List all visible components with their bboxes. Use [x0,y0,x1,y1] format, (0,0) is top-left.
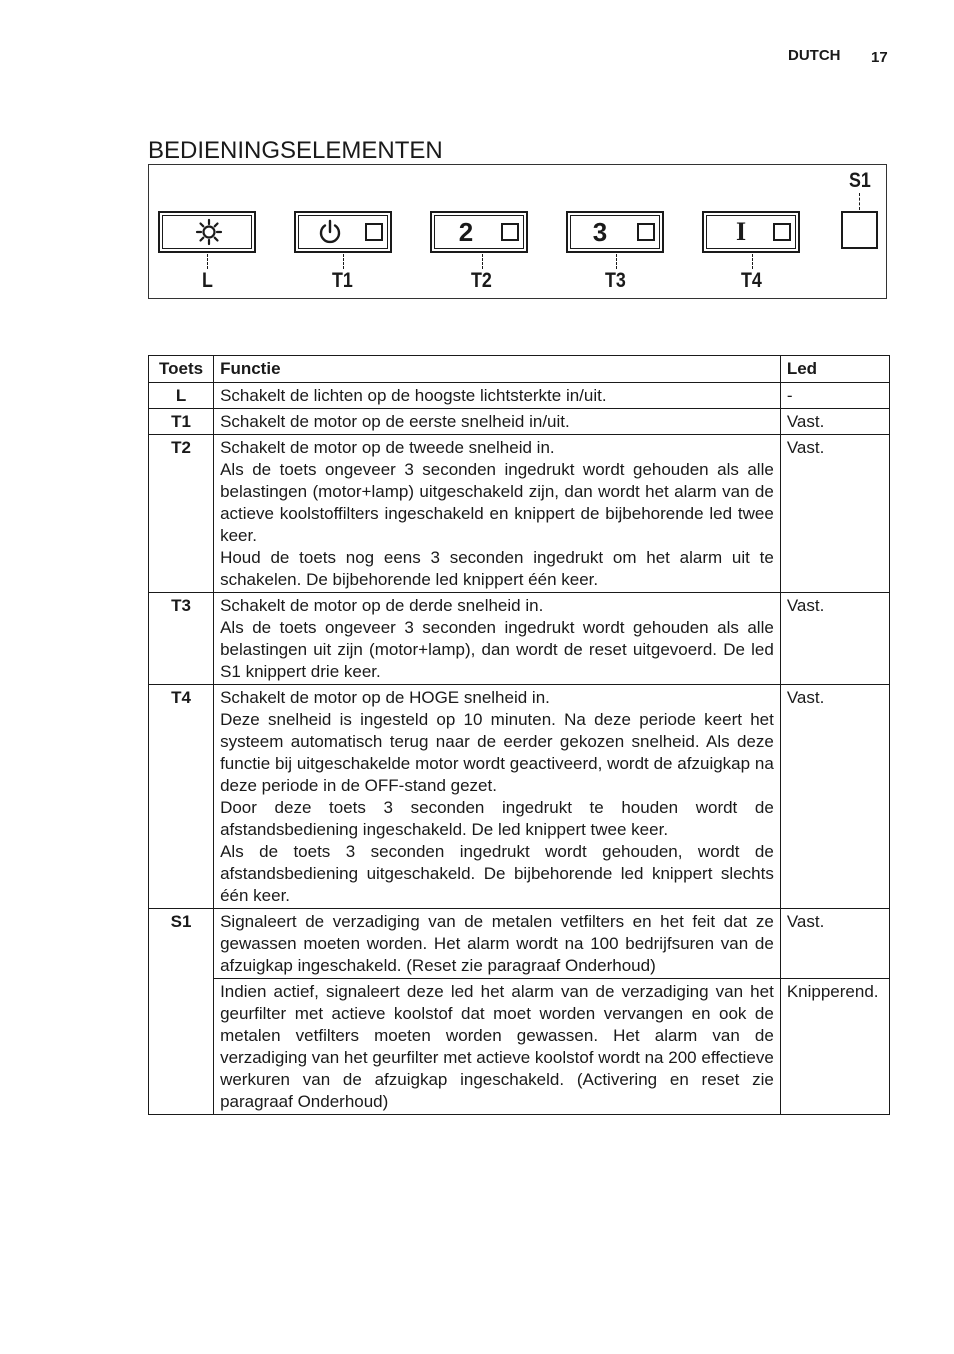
power-icon [310,213,350,251]
key-t1 [294,211,392,253]
row-function [214,593,781,685]
key-l-leader [207,254,208,269]
s1-label: S1 [849,169,871,192]
row-led: Vast. [780,593,889,685]
table-row [149,383,890,409]
table-row [149,909,890,979]
s1-indicator [841,211,878,249]
row-key: T3 [149,593,214,685]
row-function [214,409,781,435]
t2-led [501,223,519,241]
key-l-label: L [202,269,213,292]
light-icon [160,213,258,251]
function-line: Als de toets ongeveer 3 seconden ingedrukt wordt gehouden als alle belastingen (motor+lamp) uitgeschakeld zijn, dan wordt het alarm van de actieve koolstoffilters ingeschakeld en knippert de bijbehorende led twee keer. [220,460,774,545]
function-line: Schakelt de motor op de derde snelheid in. [220,596,544,615]
t4-led [773,223,791,241]
function-line: Als de toets ongeveer 3 seconden ingedrukt wordt gehouden als alle belastingen uit zijn (motor+lamp), dan wordt de reset uitgevoerd. De led S1 knippert drie keer. [220,618,774,681]
table-row [149,979,890,1115]
key-t4 [702,211,800,253]
table-row [149,593,890,685]
t3-led [637,223,655,241]
key-l [158,211,256,253]
key-t3-leader [616,254,617,269]
controls-table [148,355,890,1115]
row-function [214,909,781,979]
t1-led [365,223,383,241]
row-key: T1 [149,409,214,435]
s1-leader [859,193,860,210]
control-panel-diagram [148,164,887,299]
section-title: BEDIENINGSELEMENTEN [148,137,443,164]
row-led: - [780,383,889,409]
row-function [214,685,781,909]
row-function [214,435,781,593]
function-line: Schakelt de lichten op de hoogste lichtsterkte in/uit. [220,386,607,405]
function-line: Houd de toets nog eens 3 seconden ingedrukt om het alarm uit te schakelen. De bijbehorende led knippert één keer. [220,548,774,589]
function-line: Indien actief, signaleert deze led het alarm van de verzadiging van het geurfilter met actieve koolstof dat moet worden vervangen en ook de metalen vetfilters moeten worden gewassen. Het alarm van de verzadiging van het geurfilter met actieve koolstof wordt na 200 effectieve werkuren van de afzuigkap ingeschakeld. (Activering en reset zie paragraaf Onderhoud) [220,982,774,1111]
row-function [214,383,781,409]
function-line: Door deze toets 3 seconden ingedrukt te houden wordt de afstandsbediening ingeschakeld. De led knippert twee keer. [220,798,774,839]
row-led: Vast. [780,409,889,435]
function-line: Signaleert de verzadiging van de metalen vetfilters en het feit dat ze gewassen moeten worden. Het alarm wordt na 100 bedrijfsuren van de afzuigkap ingeschakeld. (Reset zie paragraaf Onderhoud) [220,912,774,975]
page-number: 17 [871,49,888,66]
function-line: Schakelt de motor op de tweede snelheid in. [220,438,555,457]
function-line: Schakelt de motor op de HOGE snelheid in. [220,688,550,707]
header-function: Functie [214,356,781,383]
function-line: Deze snelheid is ingesteld op 10 minuten. Na deze periode keert het systeem automatisch terug naar de eerder gekozen snelheid. Als deze functie bij uitgeschakelde motor wordt geactiveerd, wordt de afzuigkap na deze periode in de OFF-stand gezet. [220,710,774,795]
key-t1-leader [343,254,344,269]
header-key: Toets [149,356,214,383]
function-line: Schakelt de motor op de eerste snelheid in/uit. [220,412,570,431]
row-key: T2 [149,435,214,593]
header-language: DUTCH [788,47,841,64]
key-t2-label: T2 [471,269,492,292]
table-row [149,409,890,435]
row-key: T4 [149,685,214,909]
row-led: Knipperend. [780,979,889,1115]
key-t4-symbol: I [735,217,747,246]
header-led: Led [780,356,889,383]
key-t2 [430,211,528,253]
key-t1-label: T1 [332,269,353,292]
row-function [214,979,781,1115]
row-key: L [149,383,214,409]
row-led: Vast. [780,435,889,593]
key-t4-leader [752,254,753,269]
key-t3 [566,211,664,253]
key-t3-symbol: 3 [592,216,608,247]
table-header-row [149,356,890,383]
key-t2-symbol: 2 [458,216,474,247]
row-led: Vast. [780,685,889,909]
row-key: S1 [149,909,214,1115]
key-t2-leader [482,254,483,269]
key-t4-label: T4 [741,269,762,292]
table-row [149,435,890,593]
row-led: Vast. [780,909,889,979]
function-line: Als de toets 3 seconden ingedrukt wordt gehouden, wordt de afstandsbediening uitgeschakeld. De bijbehorende led knippert slechts één keer. [220,842,774,905]
table-row [149,685,890,909]
key-t3-label: T3 [605,269,626,292]
